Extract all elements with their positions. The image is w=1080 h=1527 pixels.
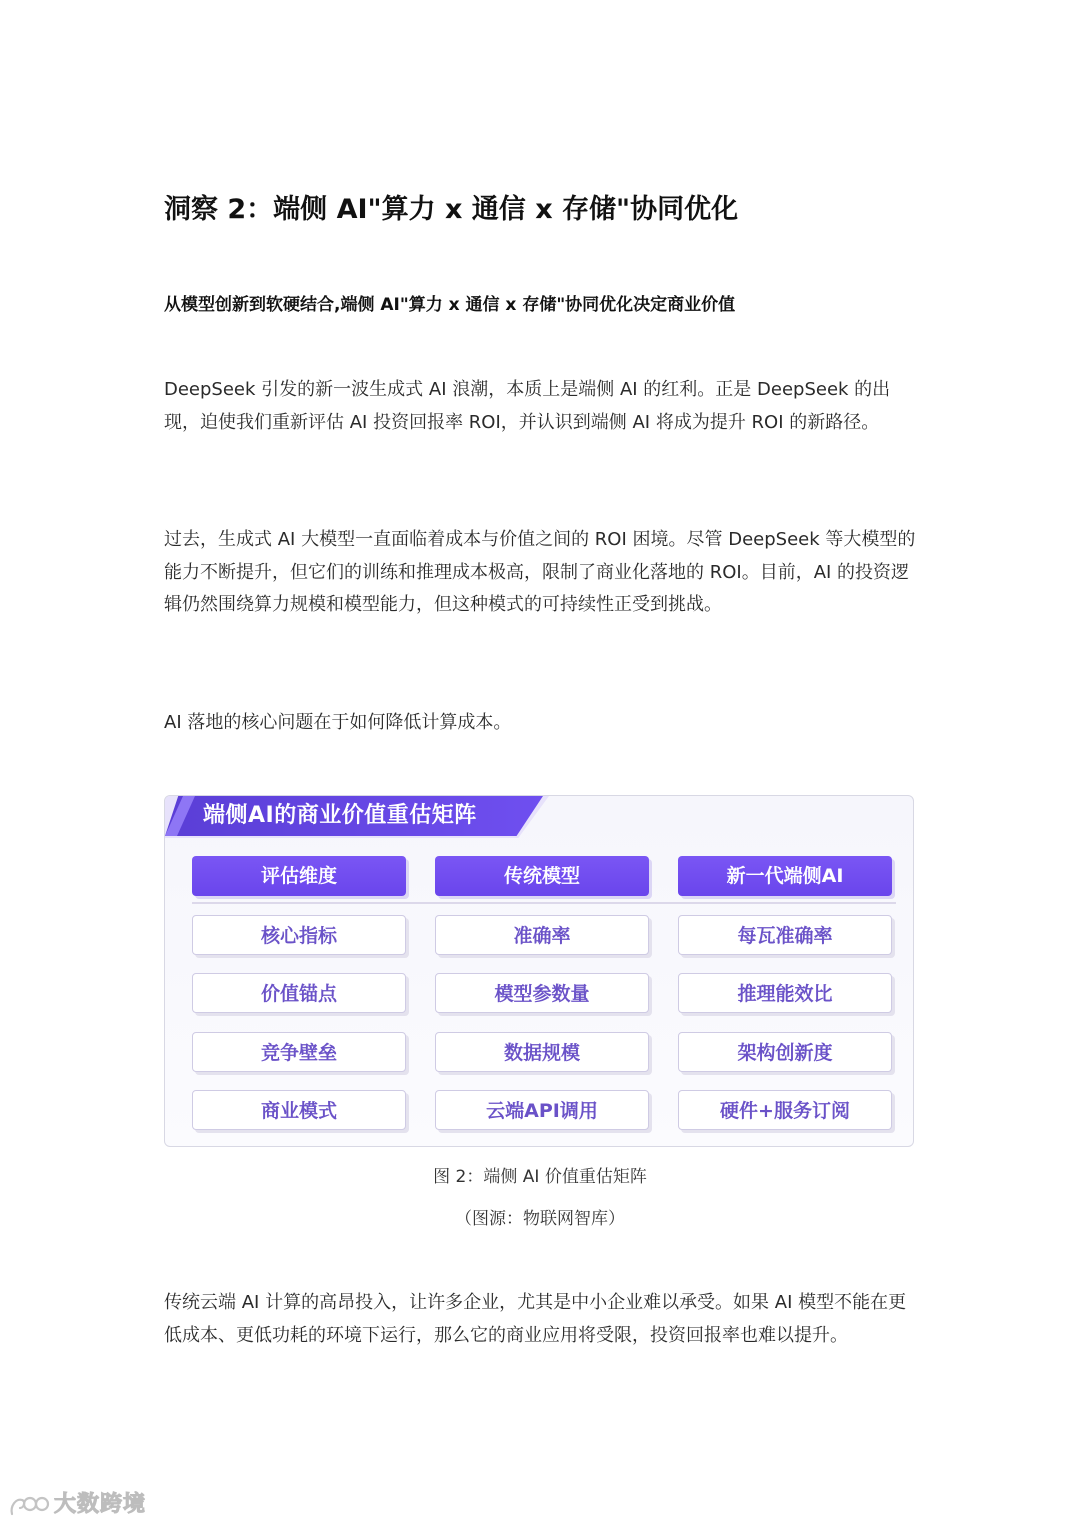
matrix-cell: 每瓦准确率	[678, 915, 892, 955]
matrix-divider	[192, 902, 896, 904]
matrix-header-cell: 传统模型	[435, 856, 649, 896]
figure-title: 端侧AI的商业价值重估矩阵	[203, 803, 477, 828]
paragraph-3: AI 落地的核心问题在于如何降低计算成本。	[164, 712, 512, 733]
matrix-cell: 硬件+服务订阅	[678, 1090, 892, 1130]
matrix-cell: 竞争壁垒	[192, 1032, 406, 1072]
matrix-cell: 模型参数量	[435, 973, 649, 1013]
matrix-header-cell: 新一代端侧AI	[678, 856, 892, 896]
matrix-cell: 云端API调用	[435, 1090, 649, 1130]
paragraph-1: DeepSeek 引发的新一波生成式 AI 浪潮，本质上是端侧 AI 的红利。正是 DeepSeek 的出现，迫使我们重新评估 AI 投资回报率 ROI，并认识到端侧 AI 将成为提升 ROI 的新路径。	[164, 379, 891, 433]
article-subheading: 从模型创新到软硬结合,端侧 AI"算力 x 通信 x 存储"协同优化决定商业价值	[164, 295, 736, 315]
matrix-cell: 推理能效比	[678, 973, 892, 1013]
watermark-text: 大数跨境	[54, 1492, 147, 1517]
matrix-row	[192, 1090, 896, 1132]
value-matrix-figure	[164, 795, 914, 1147]
matrix-header-row	[192, 856, 896, 898]
matrix-header-cell: 评估维度	[192, 856, 406, 896]
paragraph-4: 传统云端 AI 计算的高昂投入，让许多企业，尤其是中小企业难以承受。如果 AI 模型不能在更低成本、更低功耗的环境下运行，那么它的商业应用将受限，投资回报率也难以提升。	[164, 1292, 907, 1346]
matrix-cell: 核心指标	[192, 915, 406, 955]
matrix-cell: 数据规模	[435, 1032, 649, 1072]
matrix-cell: 架构创新度	[678, 1032, 892, 1072]
matrix-row	[192, 1032, 896, 1074]
matrix-cell: 价值锚点	[192, 973, 406, 1013]
figure-source: （图源：物联网智库）	[455, 1209, 625, 1229]
iot-logo-icon	[8, 1492, 52, 1518]
paragraph-2: 过去，生成式 AI 大模型一直面临着成本与价值之间的 ROI 困境。尽管 DeepSeek 等大模型的能力不断提升，但它们的训练和推理成本极高，限制了商业化落地的 ROI。目前，AI 的投资逻辑仍然围绕算力规模和模型能力，但这种模式的可持续性正受到挑战。	[164, 529, 916, 615]
matrix-cell: 商业模式	[192, 1090, 406, 1130]
matrix-row	[192, 915, 896, 957]
matrix-row	[192, 973, 896, 1015]
article-heading: 洞察 2：端侧 AI"算力 x 通信 x 存储"协同优化	[164, 194, 739, 225]
figure-caption: 图 2：端侧 AI 价值重估矩阵	[433, 1167, 647, 1187]
matrix-cell: 准确率	[435, 915, 649, 955]
